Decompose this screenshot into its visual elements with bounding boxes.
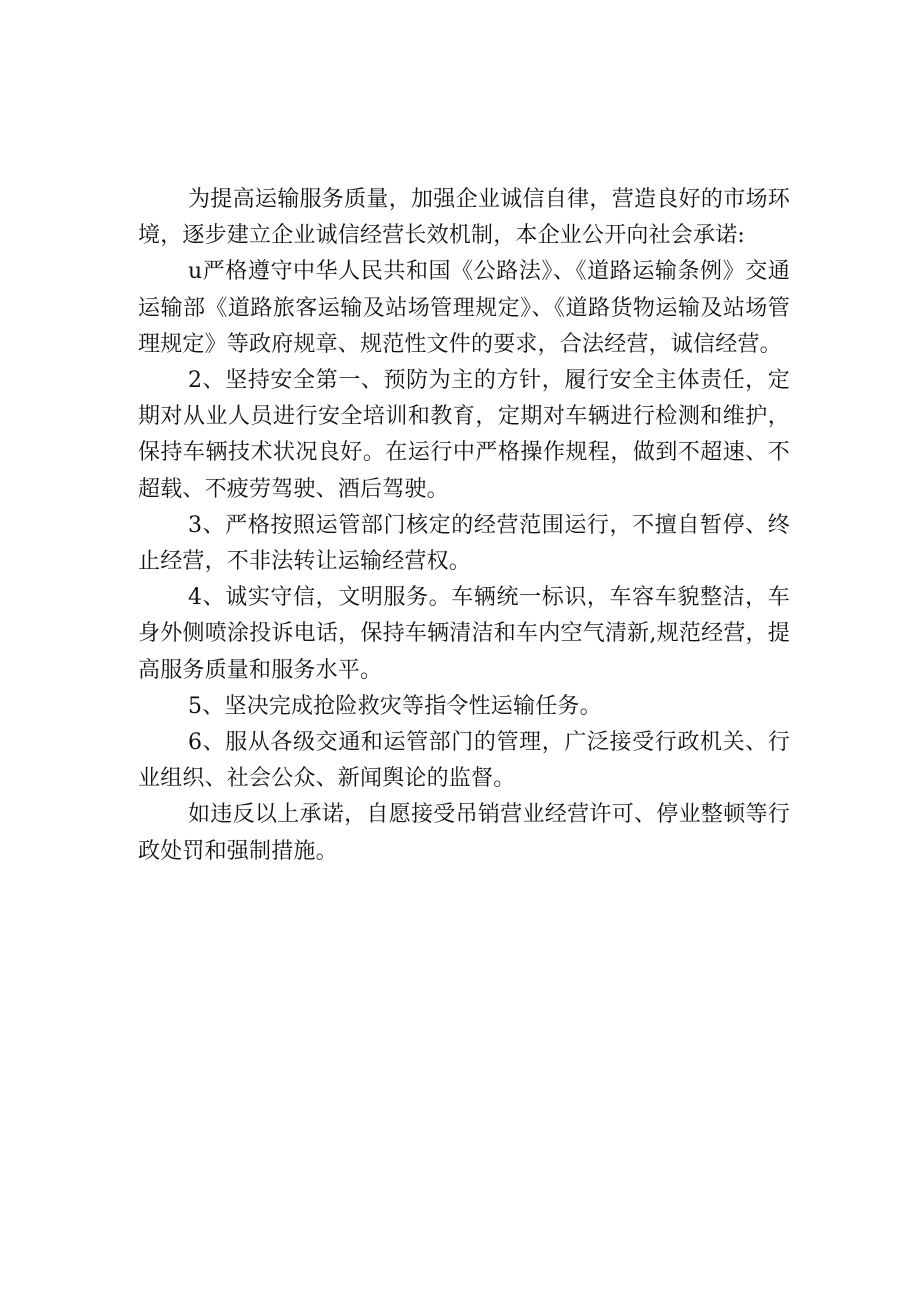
- paragraph-item-2: 2、坚持安全第一、预防为主的方针，履行安全主体责任，定期对从业人员进行安全培训和教育，定期对车辆进行检测和维护，保持车辆技术状况良好。在运行中严格操作规程，做到不超速、不超载、不疲劳驾驶、酒后驾驶。: [138, 368, 790, 502]
- document-page: [138, 182, 790, 870]
- paragraph-item-1: u严格遵守中华人民共和国《公路法》、《道路运输条例》交通运输部《道路旅客运输及站场管理规定》、《道路货物运输及站场管理规定》等政府规章、规范性文件的要求，合法经营，诚信经营。: [138, 259, 790, 357]
- paragraph-item-6: 6、服从各级交通和运管部门的管理，广泛接受行政机关、行业组织、社会公众、新闻舆论的监督。: [138, 730, 790, 792]
- paragraph-item-4: 4、诚实守信，文明服务。车辆统一标识，车容车貌整洁，车身外侧喷涂投诉电话，保持车辆清洁和车内空气清新,规范经营，提高服务质量和服务水平。: [138, 585, 790, 683]
- paragraph-closing: 如违反以上承诺，自愿接受吊销营业经营许可、停业整顿等行政处罚和强制措施。: [138, 802, 790, 864]
- paragraph-intro: 为提高运输服务质量，加强企业诚信自律，营造良好的市场环境，逐步建立企业诚信经营长效机制，本企业公开向社会承诺:: [138, 187, 790, 249]
- paragraph-item-3: 3、严格按照运管部门核定的经营范围运行，不擅自暂停、终止经营，不非法转让运输经营权。: [138, 512, 790, 575]
- paragraph-item-5: 5、坚决完成抢险救灾等指令性运输任务。: [188, 693, 602, 719]
